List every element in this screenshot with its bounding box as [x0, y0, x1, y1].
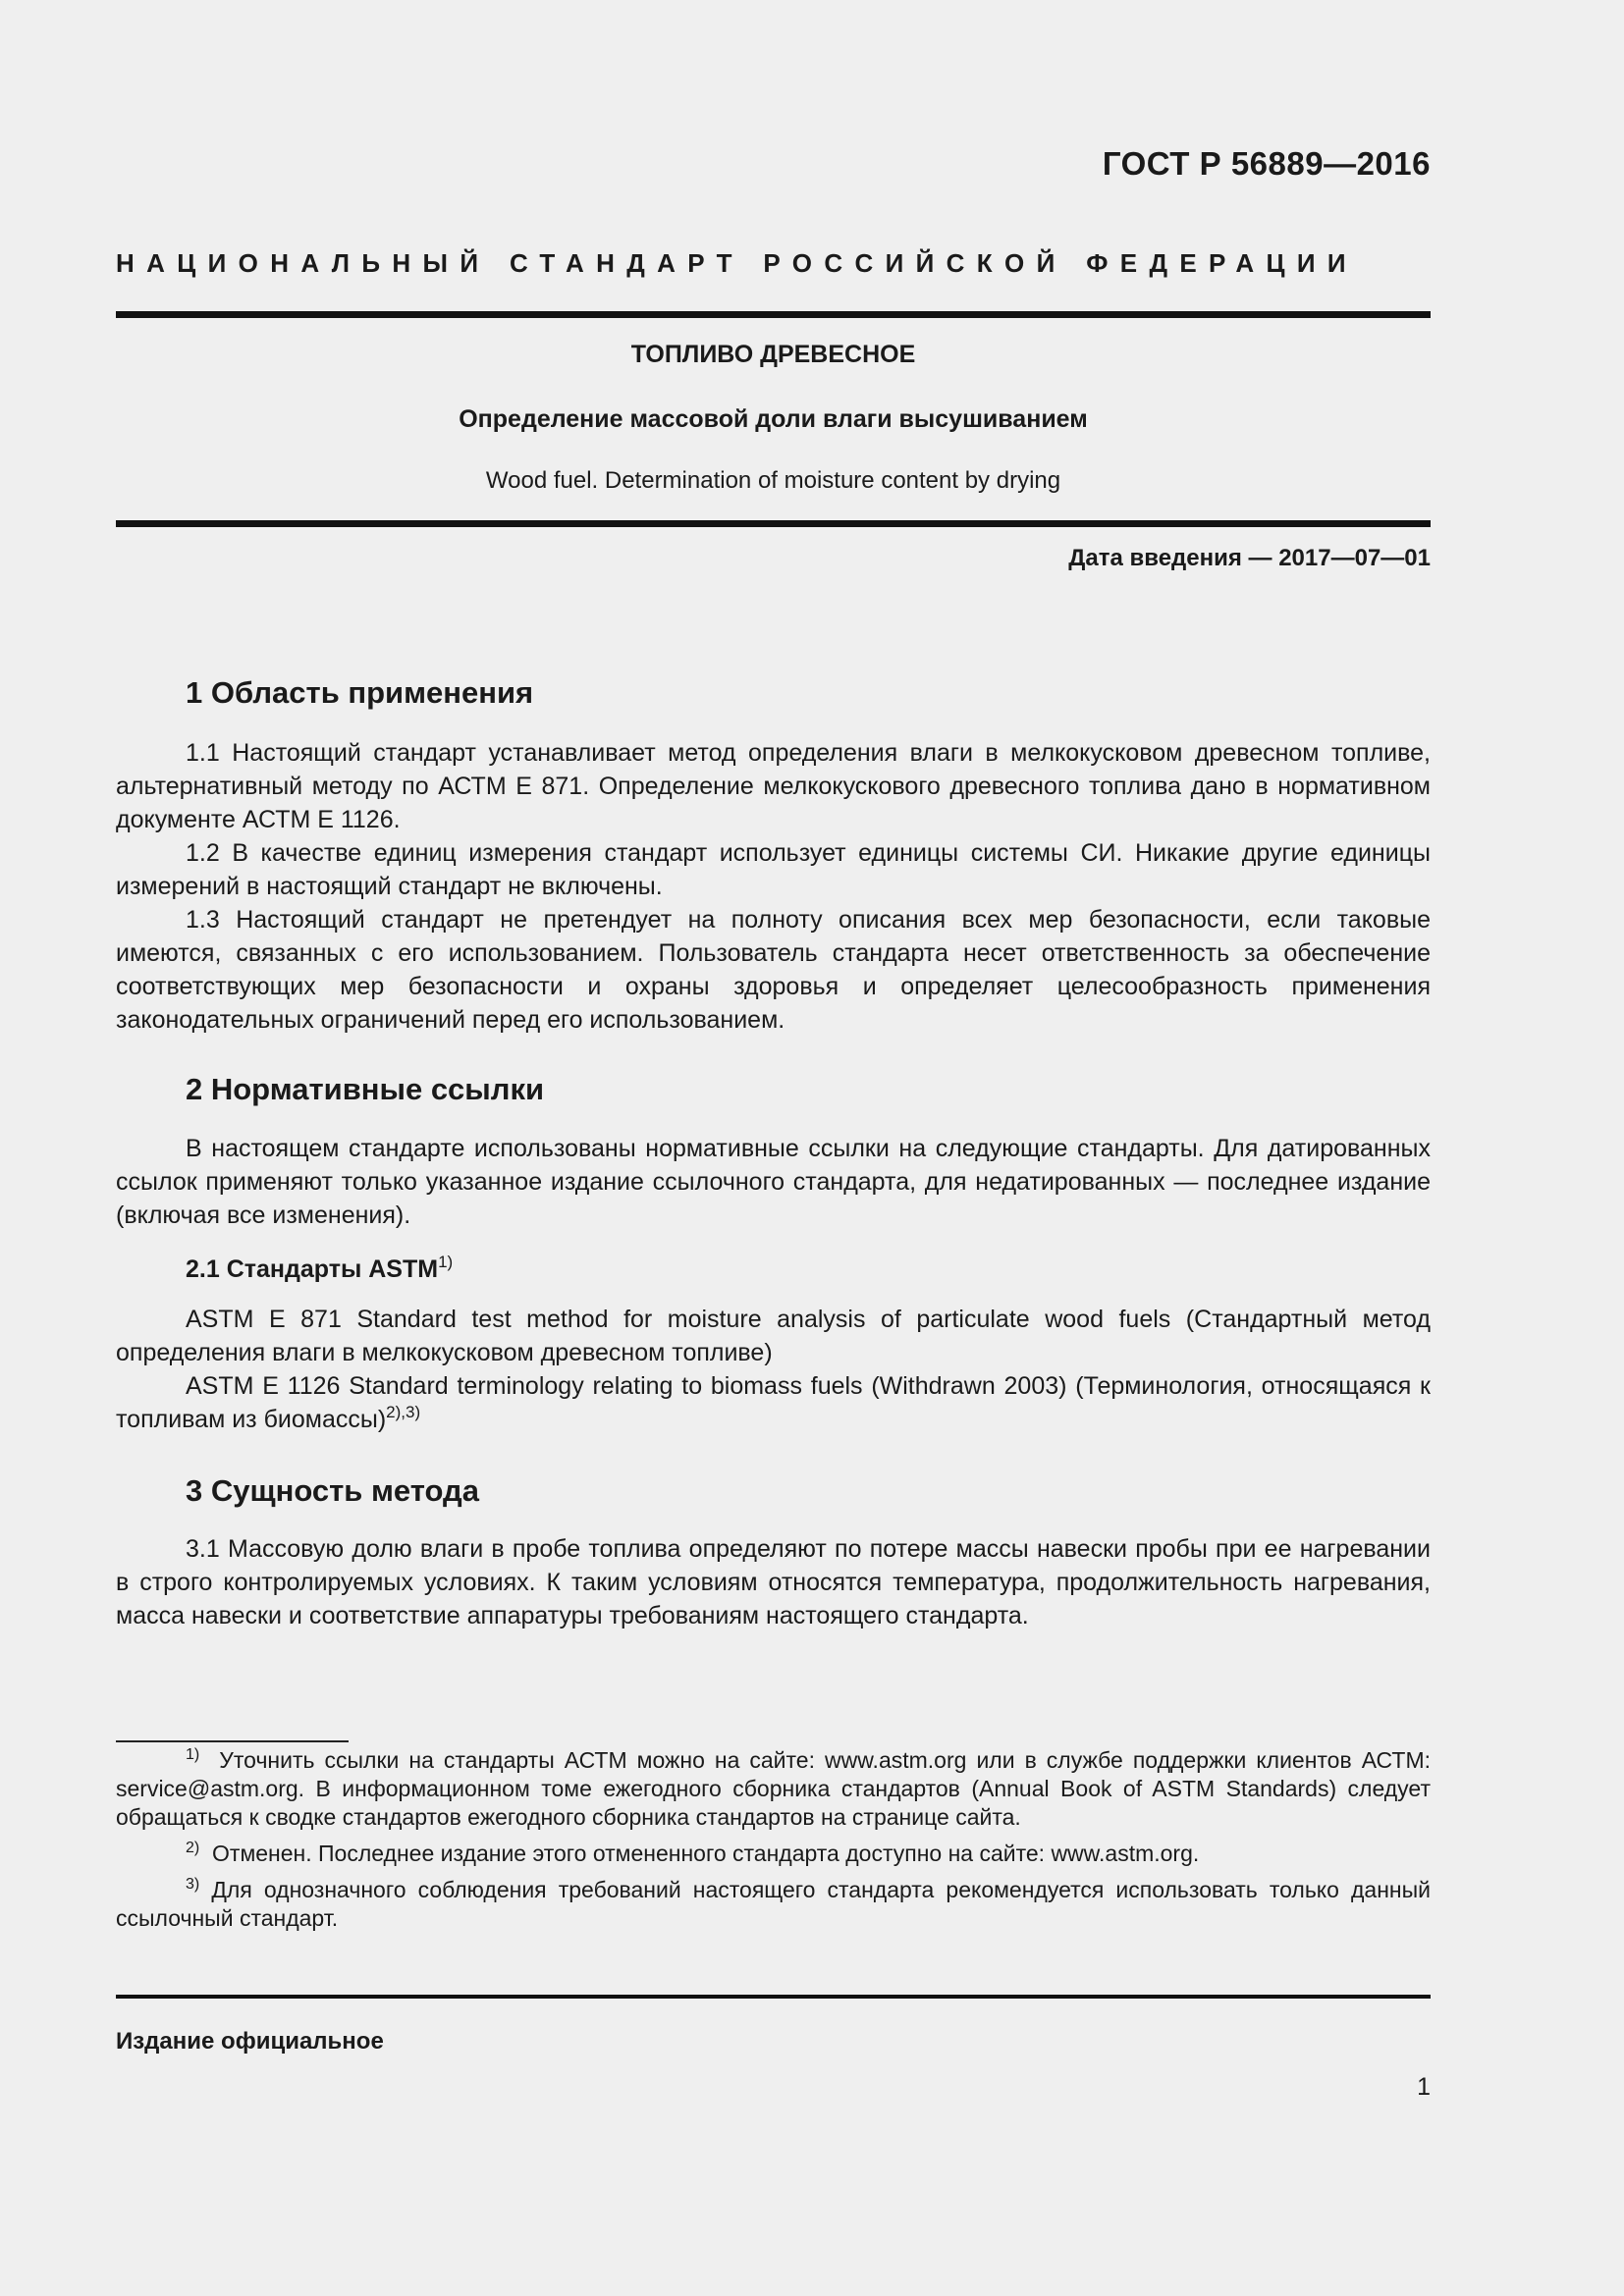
footnote-separator — [116, 1740, 349, 1742]
footnote-2-text: Отменен. Последнее издание этого отмененного стандарта доступно на сайте: www.astm.org. — [212, 1841, 1200, 1866]
footnote-ref-2-3[interactable]: 2),3) — [386, 1403, 421, 1421]
document-number: ГОСТ Р 56889—2016 — [1102, 145, 1431, 182]
page-number: 1 — [1417, 2073, 1431, 2101]
footnotes — [116, 1746, 1431, 1933]
footnote-3 — [116, 1876, 1431, 1933]
section-2-body — [116, 1132, 1431, 1232]
title-english: Wood fuel. Determination of moisture content by drying — [485, 467, 1061, 494]
section-1-heading: 1 Область применения — [186, 675, 534, 710]
national-standard-banner: НАЦИОНАЛЬНЫЙ СТАНДАРТ РОССИЙСКОЙ ФЕДЕРАЦИИ — [116, 248, 1358, 278]
official-edition-label: Издание официальное — [116, 2028, 384, 2055]
footnote-ref-1[interactable]: 1) — [438, 1253, 454, 1271]
paragraph-3-1: 3.1 Массовую долю влаги в пробе топлива определяют по потере массы навески пробы при ее нагревании в строго контролируемых условиях. К таким условиям относятся температура, продолжительность нагревания, масса навески и соответствие аппаратуры требованиям настоящего стандарта. — [116, 1535, 1431, 1629]
reference-astm-e1126-text: ASTM E 1126 Standard terminology relating to biomass fuels (Withdrawn 2003) (Терминология, относящаяся к топливам из биомассы) — [116, 1372, 1431, 1433]
introduction-date: Дата введения — 2017—07—01 — [1068, 545, 1431, 571]
paragraph-1-2: 1.2 В качестве единиц измерения стандарт использует единицы системы СИ. Никакие другие единицы измерений в настоящий стандарт не включены. — [116, 839, 1431, 900]
footnote-1-text: Уточнить ссылки на стандарты АСТМ можно на сайте: www.astm.org или в службе поддержки клиентов АСТМ: service@astm.org. В информационном томе ежегодного сборника стандартов (Annual Book of ASTM Standards) следует обращаться к сводке стандартов ежегодного сборника стандартов на странице сайта. — [116, 1747, 1431, 1830]
footer-rule — [116, 1995, 1431, 1999]
reference-astm-e871: ASTM E 871 Standard test method for moisture analysis of particulate wood fuels (Стандартный метод определения влаги в мелкокусковом древесном топливе) — [116, 1306, 1431, 1366]
reference-astm-e1126 — [116, 1369, 1431, 1436]
paragraph-2: В настоящем стандарте использованы нормативные ссылки на следующие стандарты. Для датированных ссылок применяют только указанное издание ссылочного стандарта, для недатированных — последнее издание (включая все изменения). — [116, 1135, 1431, 1229]
subsection-2-1-heading — [186, 1255, 453, 1284]
title-sub: Определение массовой доли влаги высушиванием — [459, 405, 1088, 433]
section-1-body — [116, 736, 1431, 1037]
paragraph-1-3: 1.3 Настоящий стандарт не претендует на полноту описания всех мер безопасности, если таковые имеются, связанных с его использованием. Пользователь стандарта несет ответственность за обеспечение соответствующих мер безопасности и охраны здоровья и определяет целесообразность применения законодательных ограничений перед его использованием. — [116, 906, 1431, 1034]
section-3-body — [116, 1532, 1431, 1632]
footnote-2 — [116, 1840, 1431, 1868]
paragraph-1-1: 1.1 Настоящий стандарт устанавливает метод определения влаги в мелкокусковом древесном топливе, альтернативный методу по АСТМ Е 871. Определение мелкокускового древесного топлива дано в нормативном документе АСТМ Е 1126. — [116, 739, 1431, 833]
subsection-2-1-title: 2.1 Стандарты ASTM — [186, 1255, 439, 1283]
section-3-heading: 3 Сущность метода — [186, 1473, 479, 1508]
title-bottom-rule — [116, 520, 1431, 527]
document-page — [116, 0, 1431, 2296]
top-rule — [116, 311, 1431, 318]
footnote-3-mark: 3) — [186, 1876, 200, 1893]
footnote-1 — [116, 1746, 1431, 1832]
footnote-1-mark: 1) — [186, 1746, 200, 1763]
section-2-heading: 2 Нормативные ссылки — [186, 1072, 545, 1106]
astm-references — [116, 1303, 1431, 1436]
footnote-3-text: Для однозначного соблюдения требований настоящего стандарта рекомендуется использовать только данный ссылочный стандарт. — [116, 1877, 1431, 1931]
title-main: ТОПЛИВО ДРЕВЕСНОЕ — [630, 341, 916, 368]
footnote-2-mark: 2) — [186, 1840, 200, 1856]
